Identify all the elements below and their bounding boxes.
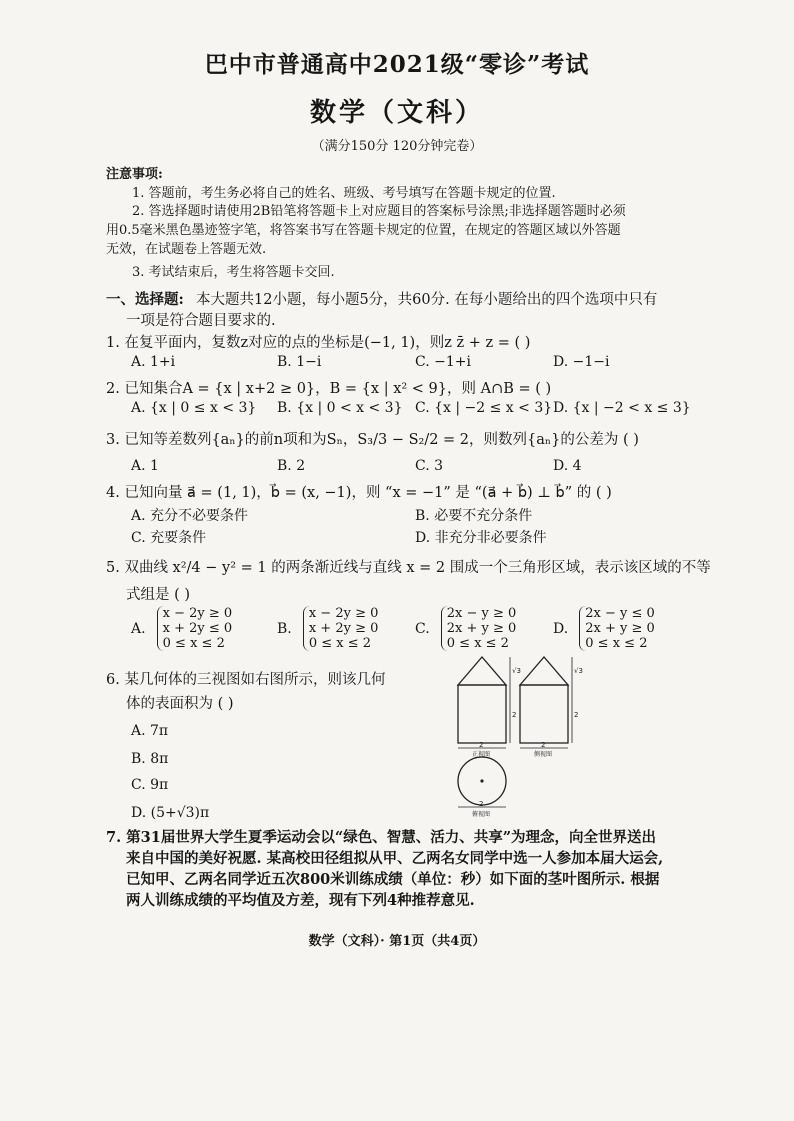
q5-option-b-label: B.: [277, 620, 292, 637]
q6-option-c: C. 9π: [131, 777, 169, 793]
q7-line-3: 已知甲、乙两名同学近五次800米训练成绩（单位：秒）如下面的茎叶图所示. 根据: [126, 871, 660, 888]
q5-stem-2: 式组是 ( ): [126, 587, 191, 603]
q5-option-a: [131, 606, 232, 651]
q3-option-d: D. 4: [553, 458, 582, 474]
q5-option-c-label: C.: [415, 620, 430, 637]
front-dim-sqrt3: √3: [512, 667, 521, 675]
note-2c: 无效，在试题卷上答题无效.: [106, 242, 267, 257]
q3-stem: 3. 已知等差数列{aₙ}的前n项和为Sₙ，S₃/3 − S₂/2 = 2，则数列{aₙ}的公差为 ( ): [106, 432, 639, 448]
side-view-body: [520, 685, 568, 743]
q7-line-1: 7. 第31届世界大学生夏季运动会以“绿色、智慧、活力、共享”为理念，向全世界送出: [106, 829, 657, 846]
q5-option-a-label: A.: [131, 620, 146, 637]
side-dim-sqrt3: √3: [574, 667, 583, 675]
q3-option-c: C. 3: [415, 458, 444, 474]
q5-a-ineq-1: x − 2y ≥ 0: [162, 606, 233, 621]
q5-option-d-label: D.: [553, 620, 569, 637]
q5-c-ineq-2: 2x + y ≥ 0: [446, 621, 517, 636]
q4-option-a: A. 充分不必要条件: [131, 508, 249, 524]
q5-d-ineq-3: 0 ≤ x ≤ 2: [585, 636, 648, 651]
q7-line-4: 两人训练成绩的平均值及方差，现有下列4种推荐意见.: [126, 892, 475, 909]
q6-stem: 6. 某几何体的三视图如右图所示，则该几何: [106, 672, 386, 688]
q1-option-b: B. 1−i: [277, 354, 322, 370]
q4-stem: 4. 已知向量 a⃗ = (1, 1)，b⃗ = (x, −1)，则 “x = −1” 是 “(a⃗ + b⃗) ⊥ b⃗” 的 ( ): [106, 485, 612, 501]
exam-title: 巴中市普通高中2021级“零诊”考试: [204, 51, 590, 78]
q1-stem: 1. 在复平面内，复数z对应的点的坐标是(−1, 1)，则z z̄ + z = ( ): [106, 335, 531, 351]
q5-option-d: [553, 606, 655, 651]
q4-option-b: B. 必要不充分条件: [415, 508, 533, 524]
three-views-figure: [448, 655, 618, 820]
q3-option-a: A. 1: [131, 458, 159, 474]
side-view-label: 侧视图: [534, 751, 553, 758]
q2-option-a: A. {x | 0 ≤ x < 3}: [131, 400, 257, 416]
q5-b-ineq-3: 0 ≤ x ≤ 2: [308, 636, 372, 651]
q4-option-c: C. 充要条件: [131, 530, 207, 546]
top-dim-width: 2: [479, 800, 484, 808]
side-view-roof: [520, 657, 568, 685]
side-dim-width: 2: [541, 741, 546, 749]
q5-b-ineq-2: x + 2y ≥ 0: [308, 621, 379, 636]
q5-option-a-system: [157, 606, 233, 651]
q5-b-ineq-1: x − 2y ≥ 0: [308, 606, 379, 621]
q2-option-c: C. {x | −2 ≤ x < 3}: [415, 400, 553, 416]
q6-option-d: D. (5+√3)π: [131, 805, 210, 821]
note-1: 1. 答题前，考生务必将自己的姓名、班级、考号填写在答题卡规定的位置.: [132, 186, 556, 201]
q5-option-b: [277, 606, 378, 651]
page-footer: 数学（文科）· 第1页（共4页）: [308, 934, 486, 949]
front-dim-height: 2: [512, 711, 517, 719]
q5-stem: 5. 双曲线 x²/4 − y² = 1 的两条渐近线与直线 x = 2 围成一个三角形区域，表示该区域的不等: [106, 560, 711, 576]
q6-option-a: A. 7π: [131, 723, 169, 739]
q6-option-b: B. 8π: [131, 751, 169, 767]
side-dim-height: 2: [574, 711, 579, 719]
exam-meta: （满分150分 120分钟完卷）: [311, 139, 483, 154]
top-view-label: 俯视图: [472, 811, 491, 818]
q5-d-ineq-1: 2x − y ≤ 0: [585, 606, 655, 621]
q5-option-c-system: [441, 606, 517, 651]
q5-a-ineq-3: 0 ≤ x ≤ 2: [162, 636, 225, 651]
q6-stem-2: 体的表面积为 ( ): [126, 696, 234, 712]
exam-subject: 数学（文科）: [309, 98, 484, 128]
q7-line-2: 来自中国的美好祝愿. 某高校田径组拟从甲、乙两名女同学中选一人参加本届大运会,: [126, 850, 664, 867]
q5-d-ineq-2: 2x + y ≥ 0: [585, 621, 655, 636]
q2-stem: 2. 已知集合A = {x | x+2 ≥ 0}，B = {x | x² < 9}，则 A∩B = ( ): [106, 381, 552, 397]
section-desc-1: 本大题共12小题，每小题5分，共60分. 在每小题给出的四个选项中只有: [196, 292, 658, 308]
section-desc-2: 一项是符合题目要求的.: [126, 313, 276, 329]
q5-option-d-system: [579, 606, 655, 651]
front-view-label: 正视图: [472, 751, 491, 758]
notes-heading: 注意事项:: [106, 167, 163, 182]
front-view-body: [458, 685, 506, 743]
front-dim-width: 2: [479, 741, 484, 749]
q2-option-d: D. {x | −2 < x ≤ 3}: [553, 400, 691, 416]
top-view-center: [480, 779, 483, 782]
q5-c-ineq-3: 0 ≤ x ≤ 2: [446, 636, 509, 651]
note-2b: 用0.5毫米黑色墨迹签字笔，将答案书写在答题卡规定的位置，在规定的答题区域以外答题: [106, 223, 621, 238]
q5-a-ineq-2: x + 2y ≤ 0: [162, 621, 233, 636]
q1-option-c: C. −1+i: [415, 354, 471, 370]
note-2a: 2. 答选择题时请使用2B铅笔将答题卡上对应题目的答案标号涂黑;非选择题答题时必须: [132, 204, 626, 219]
section-heading: 一、选择题:: [106, 291, 184, 308]
q5-c-ineq-1: 2x − y ≥ 0: [446, 606, 517, 621]
note-3: 3. 考试结束后，考生将答题卡交回.: [132, 265, 335, 280]
q5-option-c: [415, 606, 516, 651]
q5-option-b-system: [303, 606, 379, 651]
q4-option-d: D. 非充分非必要条件: [415, 530, 547, 546]
q3-option-b: B. 2: [277, 458, 306, 474]
front-view-roof: [458, 657, 506, 685]
q2-option-b: B. {x | 0 < x < 3}: [277, 400, 403, 416]
q1-option-a: A. 1+i: [131, 354, 176, 370]
q1-option-d: D. −1−i: [553, 354, 610, 370]
